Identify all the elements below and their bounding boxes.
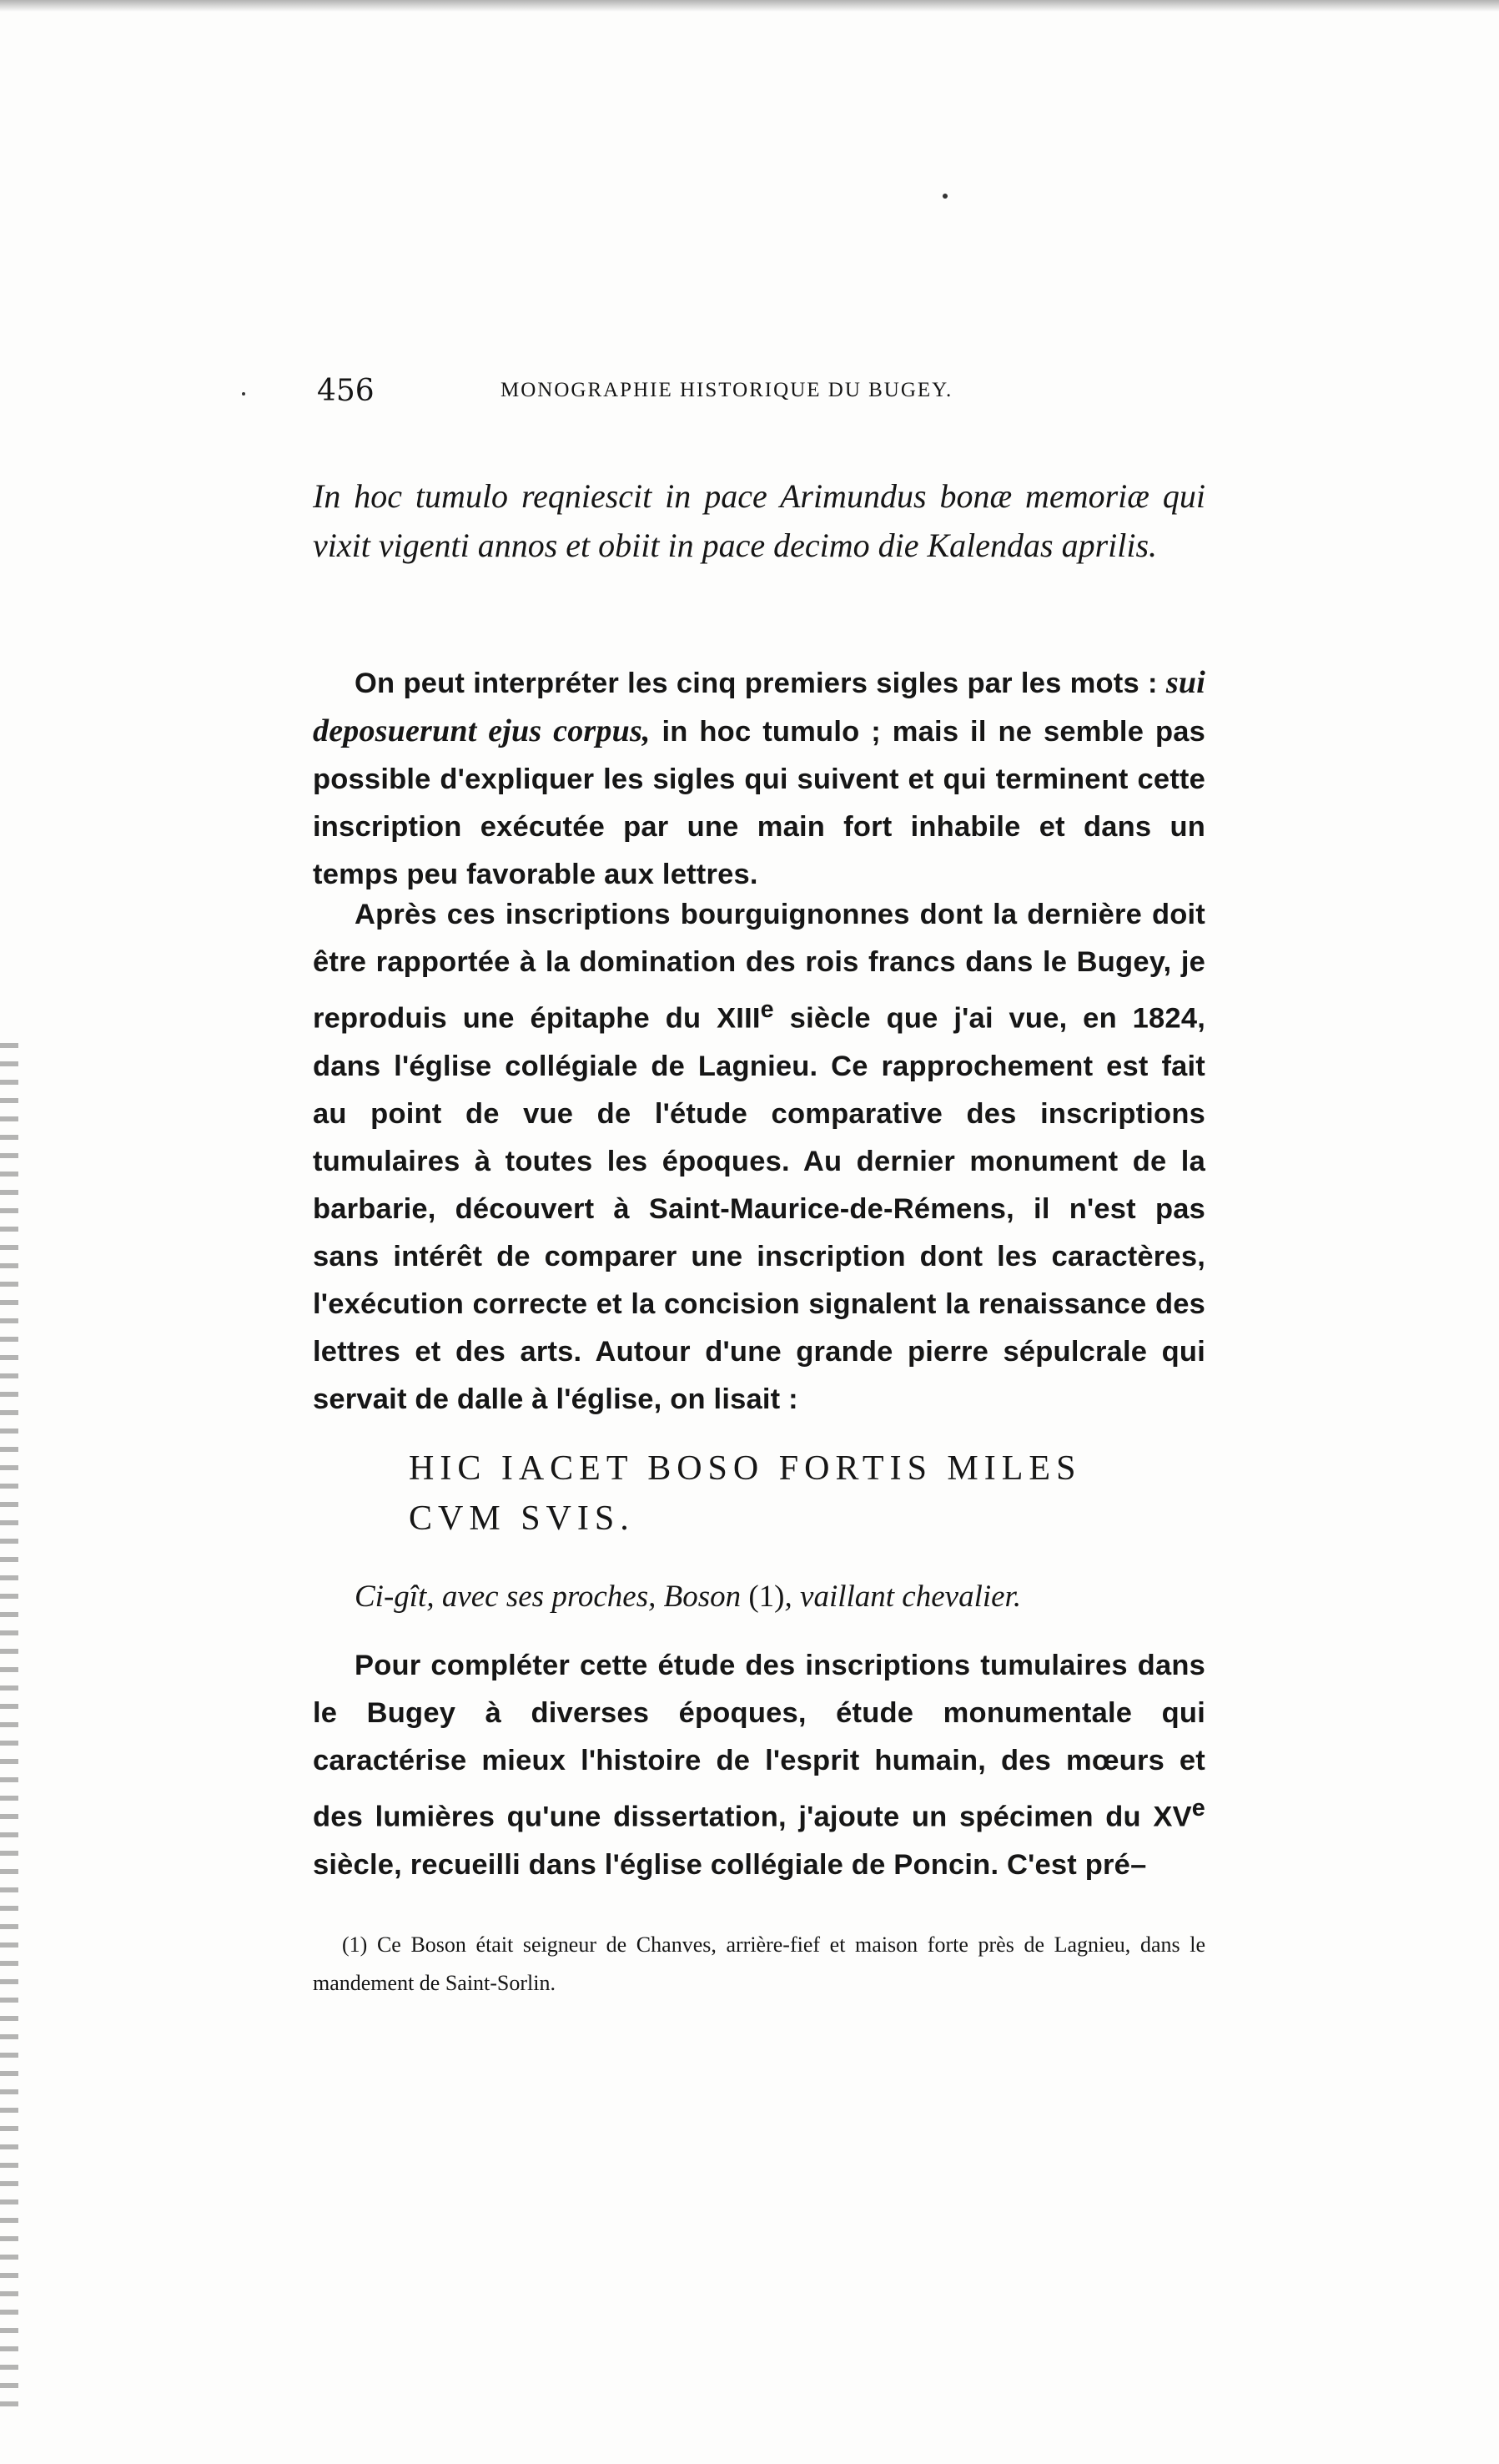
superscript: e — [760, 996, 774, 1023]
epitaph-translation — [355, 1577, 1205, 1617]
page-number: 456 — [317, 374, 375, 408]
inscription-line: CVM SVIS. — [409, 1499, 635, 1538]
paragraph-poncin — [313, 1642, 1205, 1889]
paragraph-epitaph-intro — [313, 891, 1205, 1423]
inscription-line: HIC IACET BOSO FORTIS MILES — [409, 1449, 1082, 1488]
scan-speck — [242, 392, 245, 396]
paragraph-intro: On peut interpréter les cinq premiers sigles par les mots : — [355, 668, 1158, 699]
page-header — [317, 367, 1210, 417]
footnote: (1) Ce Boson était seigneur de Chanves, arrière-fief et maison forte près de Lagnieu, dans le mandement de Saint-Sorlin. — [313, 1932, 1205, 1995]
scan-speck — [943, 194, 948, 199]
translation-text: Ci-gît, avec ses proches, Boson — [355, 1580, 749, 1614]
paragraph-interpretation — [313, 659, 1205, 899]
paragraph-text: Après ces inscriptions bourguignonnes dont la dernière doit être rapportée à la domination des rois francs dans le Bugey, je reproduis une épitaphe du XIII — [313, 899, 1205, 1035]
paragraph-text: Pour compléter cette étude des inscriptions tumulaires dans le Bugey à diverses époques, étude monumentale qui caractérise mieux l'histoire de l'esprit humain, des mœurs et des lumières qu'une dissertation, j'ajoute un spécimen du XV — [313, 1650, 1205, 1833]
translation-text-end: , vaillant chevalier. — [784, 1580, 1022, 1614]
footnote-reference: (1) — [748, 1580, 785, 1614]
paragraph-emphasis: sui deposuerunt ejus corpus, — [313, 665, 1205, 748]
superscript: e — [1191, 1795, 1205, 1822]
scan-edge-top — [0, 0, 1499, 12]
epitaph-inscription — [409, 1444, 1159, 1544]
latin-inscription: In hoc tumulo reqniescit in pace Arimundus bonæ memoriæ qui vixit vigenti annos et obiit in pace decimo die Kalendas aprilis. — [313, 477, 1205, 564]
paragraph-rest: in hoc tumulo ; mais il ne semble pas possible d'expliquer les sigles qui suivent et qui terminent cette inscription exécutée par une main fort inhabile et dans un temps peu favorable aux lettres. — [313, 716, 1205, 890]
running-title: MONOGRAPHIE HISTORIQUE DU BUGEY. — [501, 379, 953, 401]
scan-edge-left — [0, 1043, 18, 2420]
paragraph-text-continued: siècle, recueilli dans l'église collégiale de Poncin. C'est pré– — [313, 1848, 1147, 1881]
paragraph-text-continued: siècle que j'ai vue, en 1824, dans l'église collégiale de Lagnieu. Ce rapprochement est fait au point de vue de l'étude comparative des inscriptions tumulaires à toutes les époques. Au dernier monument de la barbarie, découvert à Saint-Maurice-de-Rémens, il n'est pas sans intérêt de comparer une inscription dont les caractères, l'exécution correcte et la concision signalent la renaissance des lettres et des arts. Autour d'une grande pierre sépulcrale qui servait de dalle à l'église, on lisait : — [313, 1002, 1205, 1415]
